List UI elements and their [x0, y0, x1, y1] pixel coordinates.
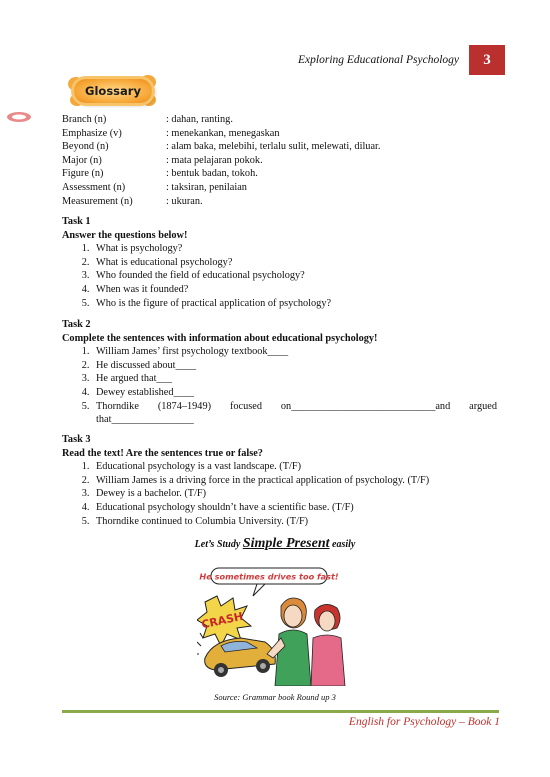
list-item: 2. What is educational psychology?	[92, 256, 497, 270]
glossary-term: Emphasize (v)	[62, 127, 122, 139]
glossary-entry	[62, 140, 380, 154]
word: 5. Thorndike	[96, 400, 139, 412]
justified-line	[96, 400, 497, 414]
glossary-term: Figure (n)	[62, 168, 104, 180]
study-suffix: easily	[332, 539, 356, 550]
glossary-term: Beyond (n)	[62, 141, 109, 153]
speech-text: He sometimes drives too fast!	[199, 571, 339, 582]
crash-text: CRASH	[200, 609, 245, 632]
study-heading	[0, 536, 550, 552]
task-3-section	[62, 433, 497, 528]
list-item: 3. Dewey is a bachelor. (T/F)	[92, 487, 497, 501]
list-item: 1. William James’ first psychology textbook____	[92, 345, 497, 359]
word: (1874–1949)	[157, 400, 212, 412]
woman-figure-icon	[267, 598, 311, 686]
glossary-definition: : taksiran, penilaian	[166, 181, 247, 193]
glossary-entry	[62, 181, 380, 195]
glossary-entry	[62, 195, 380, 209]
side-decoration-icon	[6, 111, 32, 123]
task-1-instruction: Answer the questions below!	[62, 229, 188, 241]
glossary-definition: : dahan, ranting.	[166, 114, 233, 125]
list-item: 3. Who founded the field of educational psychology?	[92, 269, 497, 283]
glossary-definition: : bentuk badan, tokoh.	[166, 168, 258, 180]
glossary-term: Assessment (n)	[62, 181, 126, 193]
glossary-entry	[62, 113, 380, 127]
glossary-term: Major (n)	[62, 154, 102, 166]
glossary-entry	[62, 127, 380, 141]
cartoon-illustration	[197, 566, 347, 686]
task-2-list	[62, 345, 497, 427]
study-prefix: Let’s Study	[194, 539, 241, 550]
continuation-line: that________________	[96, 414, 194, 426]
glossary-entry	[62, 167, 380, 181]
glossary-definition: : ukuran.	[166, 195, 203, 207]
task-1-title: Task 1	[62, 216, 91, 227]
glossary-term: Measurement (n)	[62, 195, 133, 207]
task-3-title: Task 3	[62, 434, 91, 445]
list-item: 1. What is psychology?	[92, 242, 497, 256]
list-item: 5. Who is the figure of practical application of psychology?	[92, 297, 497, 311]
list-item: 5. Thorndike continued to Columbia University. (T/F)	[92, 515, 497, 529]
list-item: 4. Dewey established____	[92, 386, 497, 400]
glossary-badge: Glossary	[74, 79, 152, 103]
page-header	[298, 45, 505, 75]
list-item: 4. Educational psychology shouldn’t have a scientific base. (T/F)	[92, 501, 497, 515]
study-emphasis: Simple Present	[242, 536, 330, 551]
word: on____________________________and	[280, 400, 451, 412]
glossary-definition: : menekankan, menegaskan	[166, 127, 280, 139]
glossary-term: Branch (n)	[62, 114, 107, 125]
footer-title: English for Psychology – Book 1	[348, 716, 500, 728]
word: focused	[229, 400, 262, 412]
task-1-section	[62, 215, 497, 310]
car-icon	[197, 633, 275, 677]
task-3-instruction: Read the text! Are the sentences true or false?	[62, 447, 263, 459]
word: argued	[469, 400, 497, 412]
woman-figure-icon	[311, 604, 345, 686]
glossary-definition: : alam baka, melebihi, terlalu sulit, melewati, diluar.	[166, 141, 381, 153]
list-item: 3. He argued that___	[92, 372, 497, 386]
header-title: Exploring Educational Psychology	[298, 54, 459, 66]
glossary-list	[62, 113, 380, 208]
list-item: 4. When was it founded?	[92, 283, 497, 297]
image-source: Source: Grammar book Round up 3	[214, 692, 336, 702]
list-item	[92, 400, 497, 427]
task-2-instruction: Complete the sentences with information about educational psychology!	[62, 332, 378, 344]
task-2-section	[62, 318, 497, 427]
footer-rule	[62, 710, 499, 713]
list-item: 2. William James is a driving force in the practical application of psychology. (T/F)	[92, 474, 497, 488]
glossary-definition: : mata pelajaran pokok.	[166, 154, 263, 166]
list-item: 1. Educational psychology is a vast landscape. (T/F)	[92, 460, 497, 474]
task-3-list	[62, 460, 497, 528]
list-item: 2. He discussed about____	[92, 359, 497, 373]
page-number: 3	[469, 45, 505, 75]
glossary-entry	[62, 154, 380, 168]
task-2-title: Task 2	[62, 319, 91, 330]
task-1-list	[62, 242, 497, 310]
